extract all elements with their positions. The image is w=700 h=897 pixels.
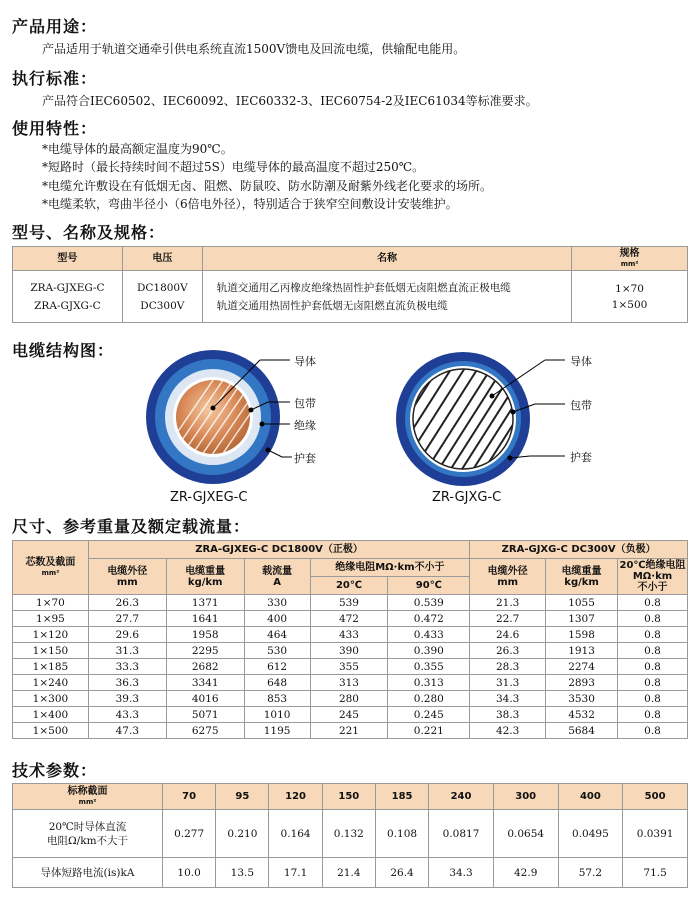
table-cell: 4016 (166, 691, 244, 707)
usage-text: 产品适用于轨道交通牵引供电系统直流1500V馈电及回流电缆，供输配电能用。 (42, 42, 466, 56)
table-cell: 1958 (166, 627, 244, 643)
caption-right-cable: ZR-GJXG-C (432, 490, 502, 505)
short-circuit-value: 42.9 (493, 858, 558, 888)
table-cell: 0.355 (388, 659, 470, 675)
area-value: 240 (429, 784, 494, 810)
table-cell: 5684 (546, 723, 618, 739)
section-title-usage: 产品用途： (12, 17, 98, 36)
table-cell: 24.6 (470, 627, 546, 643)
table-row (13, 643, 688, 659)
table-cell: 539 (310, 595, 388, 611)
table-cell: 530 (244, 643, 310, 659)
table-cell: 0.390 (388, 643, 470, 659)
table-cell: 0.8 (618, 723, 688, 739)
resistance-value: 0.210 (216, 810, 269, 858)
label-sheath-left: 护套 (294, 452, 316, 465)
area-value: 500 (623, 784, 688, 810)
short-circuit-value: 17.1 (269, 858, 322, 888)
table-cell: 31.3 (470, 675, 546, 691)
table-cell: 1371 (166, 595, 244, 611)
table-cell: 47.3 (88, 723, 166, 739)
section-title-models: 型号、名称及规格： (12, 223, 166, 242)
table-cell: 1010 (244, 707, 310, 723)
table-row (13, 691, 688, 707)
od-header: 电缆外径 mm (88, 559, 166, 595)
label-tape-right: 包带 (570, 399, 592, 412)
table-cell: 34.3 (470, 691, 546, 707)
table-cell: 2682 (166, 659, 244, 675)
area-value: 300 (493, 784, 558, 810)
table-cell: 472 (310, 611, 388, 627)
od2-header: 电缆外径 mm (470, 559, 546, 595)
feature-item: *短路时（最长持续时间不超过5S）电缆导体的最高温度不超过250℃。 (42, 160, 425, 174)
table-row (13, 675, 688, 691)
area-header: 标称截面 mm² (13, 784, 163, 810)
table-cell: 21.3 (470, 595, 546, 611)
area-value: 120 (269, 784, 322, 810)
table-cell: 1×120 (13, 627, 89, 643)
area-value: 95 (216, 784, 269, 810)
voltage-header: 电压 (122, 247, 202, 271)
table-cell: 22.7 (470, 611, 546, 627)
table-cell: 0.8 (618, 707, 688, 723)
table-cell: 245 (310, 707, 388, 723)
table-cell: 0.8 (618, 675, 688, 691)
name-header: 名称 (202, 247, 571, 271)
area-value: 185 (375, 784, 428, 810)
voltage-cell: DC1800V DC300V (122, 271, 202, 323)
table-cell: 2893 (546, 675, 618, 691)
caption-left-cable: ZR-GJXEG-C (170, 490, 248, 505)
section-title-features: 使用特性： (12, 119, 98, 138)
table-row (13, 707, 688, 723)
table-cell: 0.8 (618, 643, 688, 659)
table-cell: 0.8 (618, 595, 688, 611)
section-title-dimensions: 尺寸、参考重量及额定载流量： (12, 517, 251, 536)
dimensions-table (12, 540, 688, 739)
feature-item: *电缆柔软，弯曲半径小（6倍电外径），特别适合于狭窄空间敷设计安装维护。 (42, 197, 458, 211)
table-cell: 355 (310, 659, 388, 675)
table-cell: 42.3 (470, 723, 546, 739)
table-cell: 1913 (546, 643, 618, 659)
table-cell: 39.3 (88, 691, 166, 707)
short-circuit-value: 34.3 (429, 858, 494, 888)
resistance-value: 0.0391 (623, 810, 688, 858)
table-cell: 0.433 (388, 627, 470, 643)
table-cell: 3530 (546, 691, 618, 707)
resistance-value: 0.0495 (558, 810, 623, 858)
table-cell: 38.3 (470, 707, 546, 723)
short-circuit-value: 13.5 (216, 858, 269, 888)
table-cell: 330 (244, 595, 310, 611)
short-circuit-label: 导体短路电流(is)kA (13, 858, 163, 888)
table-cell: 1×240 (13, 675, 89, 691)
group2-header: ZRA-GJXG-C DC300V（负极） (470, 541, 688, 559)
label-conductor-right: 导体 (570, 355, 592, 368)
table-cell: 5071 (166, 707, 244, 723)
table-cell: 1×500 (13, 723, 89, 739)
table-cell: 0.8 (618, 627, 688, 643)
cable-right-cross-section (380, 350, 540, 492)
area-value: 70 (163, 784, 216, 810)
table-cell: 26.3 (470, 643, 546, 659)
table-cell: 0.245 (388, 707, 470, 723)
table-cell: 1598 (546, 627, 618, 643)
resistance-value: 0.108 (375, 810, 428, 858)
model-header: 型号 (13, 247, 123, 271)
table-cell: 4532 (546, 707, 618, 723)
table-cell: 2295 (166, 643, 244, 659)
table-cell: 1641 (166, 611, 244, 627)
resistance-value: 0.0654 (493, 810, 558, 858)
table-cell: 0.8 (618, 691, 688, 707)
table-cell: 1×95 (13, 611, 89, 627)
table-row (13, 659, 688, 675)
table-cell: 3341 (166, 675, 244, 691)
table-cell: 1×185 (13, 659, 89, 675)
group1-header: ZRA-GJXEG-C DC1800V（正极） (88, 541, 469, 559)
table-cell: 0.280 (388, 691, 470, 707)
model-cell: ZRA-GJXEG-C ZRA-GJXG-C (13, 271, 123, 323)
table-row (13, 611, 688, 627)
table-cell: 0.472 (388, 611, 470, 627)
table-row (13, 627, 688, 643)
table-cell: 280 (310, 691, 388, 707)
area-value: 150 (322, 784, 375, 810)
spec-cell: 1×70 1×500 (572, 271, 688, 323)
table-cell: 1×150 (13, 643, 89, 659)
cable-left-cross-section (146, 350, 280, 484)
table-cell: 31.3 (88, 643, 166, 659)
section-title-standards: 执行标准： (12, 69, 98, 88)
resistance-value: 0.132 (322, 810, 375, 858)
standards-text: 产品符合IEC60502、IEC60092、IEC60332-3、IEC60754-2及IEC61034等标准要求。 (42, 94, 538, 108)
table-cell: 1×300 (13, 691, 89, 707)
temp90-header: 90℃ (388, 577, 470, 595)
table-cell: 6275 (166, 723, 244, 739)
feature-item: *电缆导体的最高额定温度为90℃。 (42, 142, 233, 156)
table-cell: 1195 (244, 723, 310, 739)
table-cell: 648 (244, 675, 310, 691)
resistance-value: 0.164 (269, 810, 322, 858)
table-cell: 612 (244, 659, 310, 675)
short-circuit-value: 71.5 (623, 858, 688, 888)
ampacity-header: 载流量 A (244, 559, 310, 595)
name-cell: 轨道交通用乙丙橡皮绝缘热固性护套低烟无卤阻燃直流正极电缆 轨道交通用热固性护套低烟无卤阻燃直流负极电缆 (202, 271, 571, 323)
table-cell: 1×400 (13, 707, 89, 723)
table-cell: 433 (310, 627, 388, 643)
resistance-value: 0.0817 (429, 810, 494, 858)
table-cell: 1×70 (13, 595, 89, 611)
table-cell: 400 (244, 611, 310, 627)
label-sheath-right: 护套 (570, 451, 592, 464)
table-cell: 0.8 (618, 611, 688, 627)
table-cell: 28.3 (470, 659, 546, 675)
table-cell: 0.313 (388, 675, 470, 691)
table-cell: 464 (244, 627, 310, 643)
temp20-header: 20℃ (310, 577, 388, 595)
table-cell: 313 (310, 675, 388, 691)
insulation-resistance-header: 绝缘电阻MΩ·km不小于 (310, 559, 470, 577)
short-circuit-value: 57.2 (558, 858, 623, 888)
short-circuit-value: 26.4 (375, 858, 428, 888)
table-row (13, 723, 688, 739)
table-cell: 0.8 (618, 659, 688, 675)
table-cell: 27.7 (88, 611, 166, 627)
spec-header: 规格 mm² (572, 247, 688, 271)
short-circuit-value: 10.0 (163, 858, 216, 888)
feature-item: *电缆允许敷设在有低烟无卤、阻燃、防鼠咬、防水防潮及耐紫外线老化要求的场所。 (42, 179, 493, 193)
table-cell: 0.539 (388, 595, 470, 611)
label-conductor-left: 导体 (294, 355, 316, 368)
section-title-structure: 电缆结构图： (12, 341, 115, 360)
table-cell: 1055 (546, 595, 618, 611)
label-tape-left: 包带 (294, 397, 316, 410)
table-cell: 33.3 (88, 659, 166, 675)
cable-structure-diagram (0, 340, 700, 515)
weight2-header: 电缆重量 kg/km (546, 559, 618, 595)
model-table (12, 246, 688, 323)
table-cell: 36.3 (88, 675, 166, 691)
table-row (13, 595, 688, 611)
table-cell: 43.3 (88, 707, 166, 723)
table-cell: 1307 (546, 611, 618, 627)
section-title-tech-params: 技术参数： (12, 761, 98, 780)
label-insulation-left: 绝缘 (294, 419, 316, 432)
table-cell: 390 (310, 643, 388, 659)
weight-header: 电缆重量 kg/km (166, 559, 244, 595)
insulation2-header: 20℃绝缘电阻 MΩ·km 不小于 (619, 560, 686, 593)
table-cell: 2274 (546, 659, 618, 675)
table-cell: 221 (310, 723, 388, 739)
table-cell: 29.6 (88, 627, 166, 643)
table-cell: 26.3 (88, 595, 166, 611)
resistance-label: 20℃时导体直流 电阻Ω/km不大于 (13, 810, 163, 858)
cores-header: 芯数及截面 mm² (13, 541, 89, 595)
resistance-value: 0.277 (163, 810, 216, 858)
table-cell: 853 (244, 691, 310, 707)
short-circuit-value: 21.4 (322, 858, 375, 888)
area-value: 400 (558, 784, 623, 810)
tech-params-table (12, 783, 688, 888)
table-cell: 0.221 (388, 723, 470, 739)
